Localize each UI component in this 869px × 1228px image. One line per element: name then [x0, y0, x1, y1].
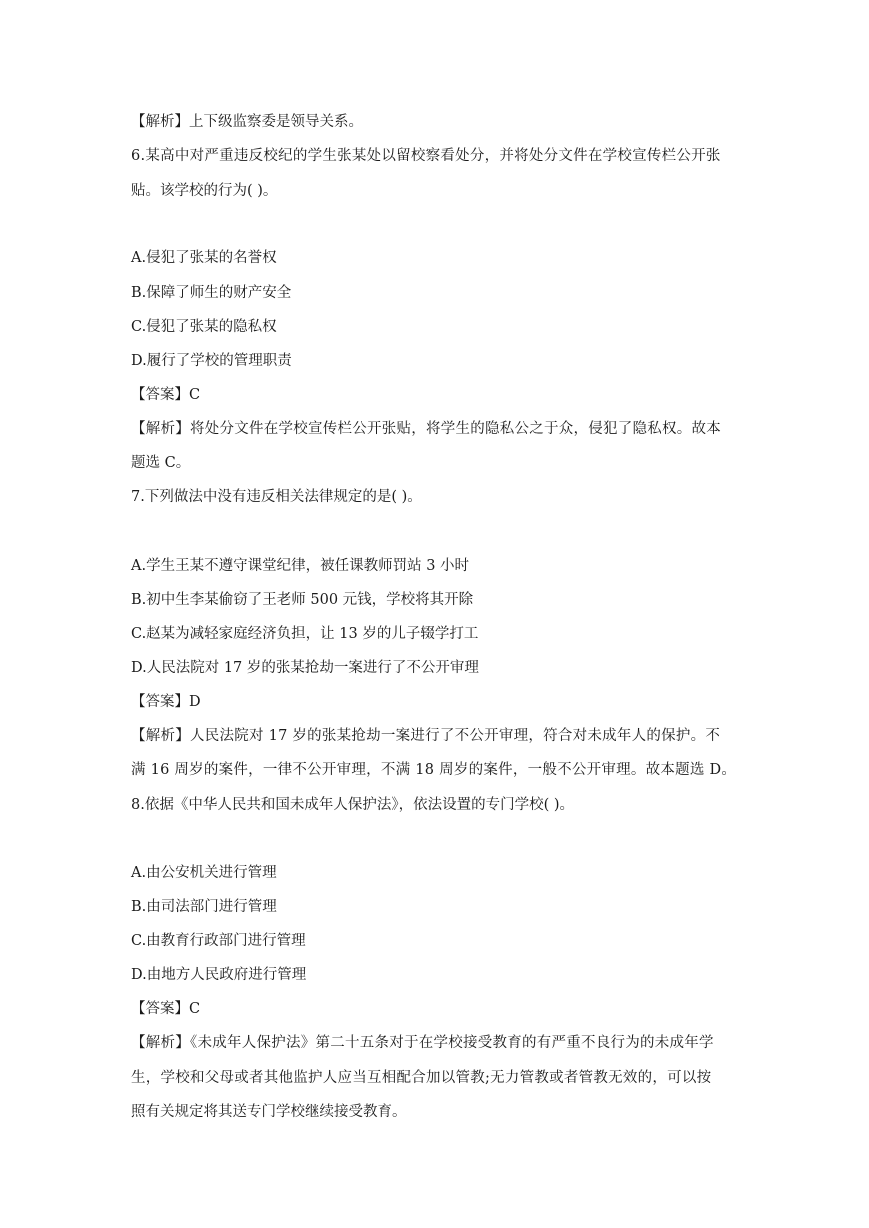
q8-analysis-line-3: 照有关规定将其送专门学校继续接受教育。 [131, 1104, 407, 1120]
q8-option-d: D.由地方人民政府进行管理 [131, 967, 307, 983]
q7-option-d: D.人民法院对 17 岁的张某抢劫一案进行了不公开审理 [131, 660, 479, 676]
q6-analysis-line-2: 题选 C。 [131, 455, 191, 471]
q7-analysis-line-2: 满 16 周岁的案件，一律不公开审理，不满 18 周岁的案件，一般不公开审理。故本题选 D。 [131, 762, 737, 778]
q8-analysis-line-2: 生，学校和父母或者其他监护人应当互相配合加以管教;无力管教或者管教无效的，可以按 [131, 1070, 712, 1086]
q8-answer: 【答案】C [131, 1001, 201, 1017]
q6-stem-line-1: 6.某高中对严重违反校纪的学生张某处以留校察看处分，并将处分文件在学校宣传栏公开张 [131, 148, 721, 164]
q7-analysis-line-1: 【解析】人民法院对 17 岁的张某抢劫一案进行了不公开审理，符合对未成年人的保护。不 [131, 728, 721, 744]
q8-analysis-line-1: 【解析】《未成年人保护法》第二十五条对于在学校接受教育的有严重不良行为的未成年学 [131, 1035, 714, 1051]
q7-answer: 【答案】D [131, 694, 201, 710]
q8-option-b: B.由司法部门进行管理 [131, 899, 277, 915]
q6-option-b: B.保障了师生的财产安全 [131, 285, 292, 301]
previous-analysis: 【解析】上下级监察委是领导关系。 [131, 114, 363, 130]
q6-analysis-line-1: 【解析】将处分文件在学校宣传栏公开张贴，将学生的隐私公之于众，侵犯了隐私权。故本 [131, 421, 721, 437]
q6-option-d: D.履行了学校的管理职责 [131, 353, 292, 369]
q6-stem-line-2: 贴。该学校的行为( )。 [131, 183, 278, 199]
q8-option-a: A.由公安机关进行管理 [131, 865, 277, 881]
q8-stem-line-1: 8.依据《中华人民共和国未成年人保护法》，依法设置的专门学校( )。 [131, 797, 575, 813]
q7-option-b: B.初中生李某偷窃了王老师 500 元钱，学校将其开除 [131, 592, 474, 608]
q6-option-c: C.侵犯了张某的隐私权 [131, 319, 277, 335]
q8-option-c: C.由教育行政部门进行管理 [131, 933, 306, 949]
q7-option-a: A.学生王某不遵守课堂纪律，被任课教师罚站 3 小时 [131, 558, 470, 574]
q7-stem-line-1: 7.下列做法中没有违反相关法律规定的是( )。 [131, 489, 422, 505]
q6-answer: 【答案】C [131, 387, 201, 403]
q6-option-a: A.侵犯了张某的名誉权 [131, 250, 277, 266]
q7-option-c: C.赵某为减轻家庭经济负担，让 13 岁的儿子辍学打工 [131, 626, 479, 642]
